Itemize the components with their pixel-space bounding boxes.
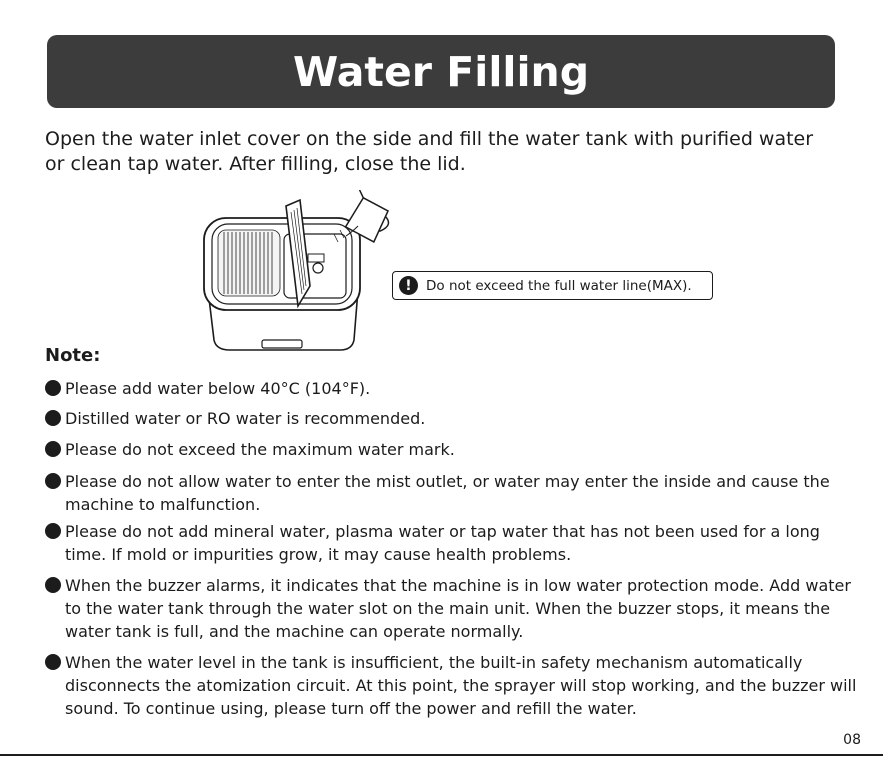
note-text: Please do not exceed the maximum water mark. — [65, 440, 455, 459]
note-text: When the water level in the tank is insufficient, the built-in safety mechanism automatically disconnects the atomization circuit. At this point, the sprayer will stop working, and the buzzer will sound. To continue using, please turn off the power and refill the water. — [65, 653, 857, 718]
bullet-icon — [45, 410, 61, 426]
max-water-warning — [392, 271, 713, 300]
bottom-divider — [0, 754, 883, 756]
bullet-icon — [45, 577, 61, 593]
note-item-3 — [45, 438, 865, 461]
bullet-icon — [45, 523, 61, 539]
note-item-5 — [45, 520, 865, 566]
note-item-2 — [45, 407, 865, 430]
note-text: Distilled water or RO water is recommended. — [65, 409, 426, 428]
warning-text: Do not exceed the full water line(MAX). — [426, 277, 692, 294]
title-banner — [47, 35, 835, 108]
note-heading: Note: — [45, 345, 101, 366]
page-number: 08 — [843, 732, 861, 748]
note-item-7 — [45, 651, 865, 720]
note-item-1 — [45, 377, 865, 400]
bullet-icon — [45, 654, 61, 670]
note-text: Please add water below 40°C (104°F). — [65, 379, 371, 398]
exclamation-icon: ! — [399, 276, 418, 295]
bullet-icon — [45, 441, 61, 457]
note-text: Please do not add mineral water, plasma water or tap water that has not been used for a long time. If mold or impurities grow, it may cause health problems. — [65, 522, 820, 564]
note-text: Please do not allow water to enter the mist outlet, or water may enter the inside and cause the machine to malfunction. — [65, 472, 830, 514]
bullet-icon — [45, 473, 61, 489]
bullet-icon — [45, 380, 61, 396]
intro-paragraph: Open the water inlet cover on the side and fill the water tank with purified water or clean tap water. After filling, close the lid. — [45, 128, 814, 175]
page-title: Water Filling — [292, 47, 590, 96]
note-item-6 — [45, 574, 865, 643]
note-item-4 — [45, 470, 865, 516]
note-text: When the buzzer alarms, it indicates that the machine is in low water protection mode. Add water to the water tank through the water slot on the main unit. When the buzzer stops, it means the water tank is full, and the machine can operate normally. — [65, 576, 851, 641]
